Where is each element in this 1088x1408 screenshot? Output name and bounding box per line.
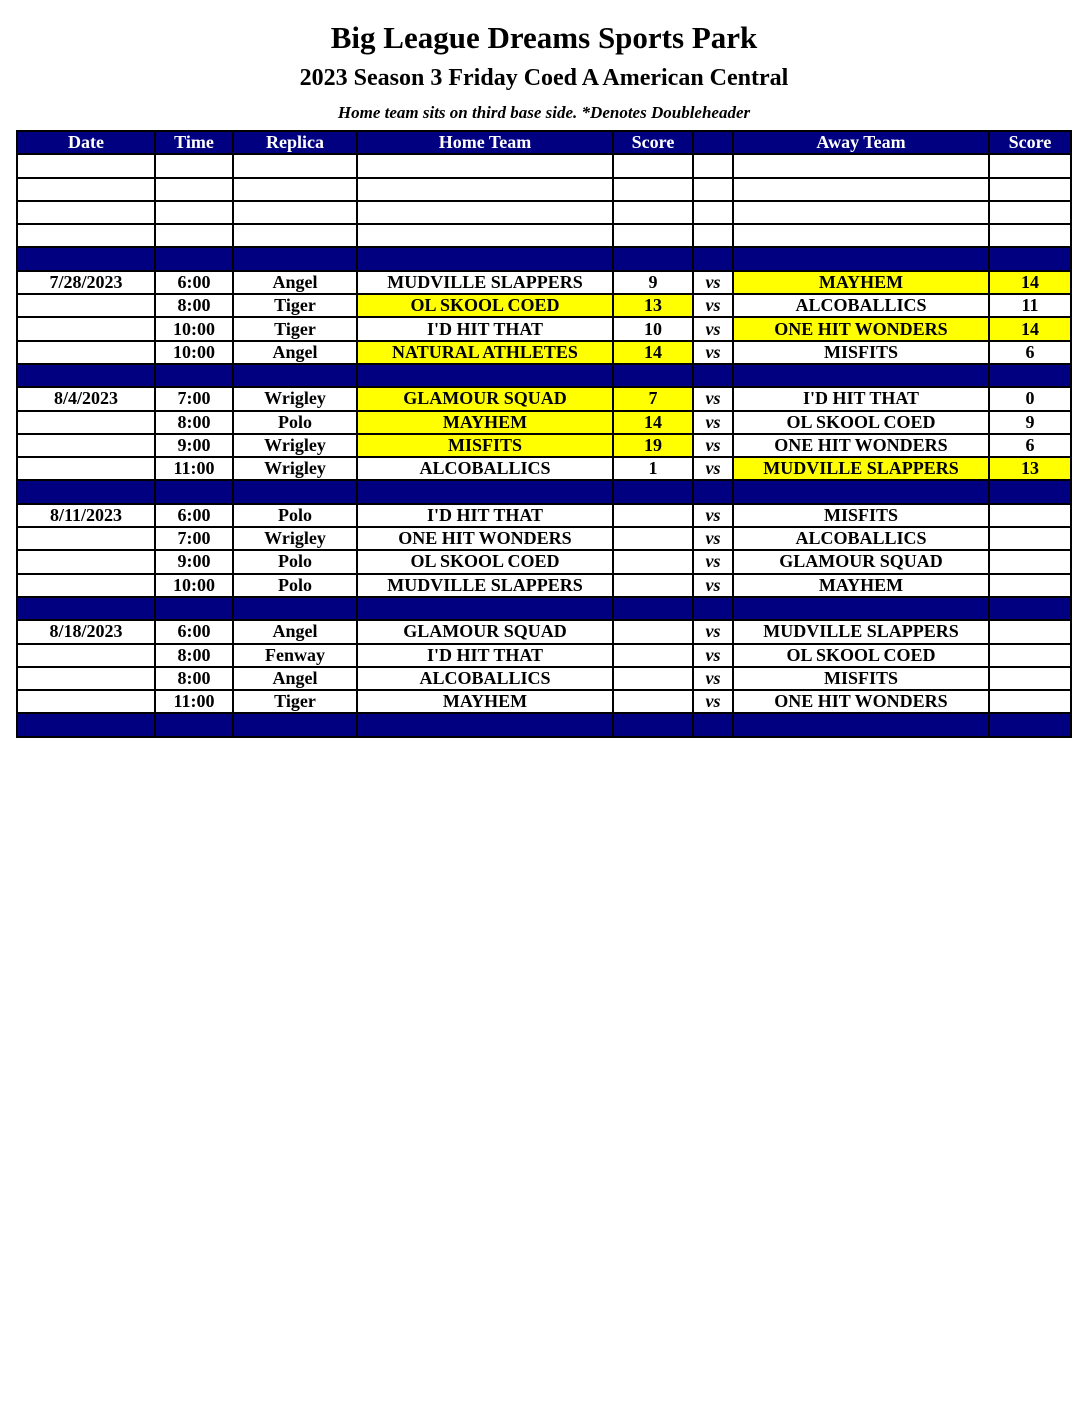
home-team-cell: MAYHEM bbox=[357, 411, 613, 434]
time-cell: 10:00 bbox=[155, 574, 233, 597]
date-cell bbox=[17, 411, 155, 434]
vs-cell: vs bbox=[693, 667, 733, 690]
date-cell bbox=[17, 644, 155, 667]
away-team-cell bbox=[733, 224, 989, 247]
game-row bbox=[17, 504, 1071, 527]
replica-cell: Polo bbox=[233, 574, 357, 597]
replica-cell: Wrigley bbox=[233, 457, 357, 480]
page-title: Big League Dreams Sports Park bbox=[330, 20, 758, 55]
away-score-cell bbox=[989, 364, 1071, 387]
game-row bbox=[17, 271, 1071, 294]
vs-cell: vs bbox=[693, 550, 733, 573]
vs-cell: vs bbox=[693, 574, 733, 597]
away-score-cell bbox=[989, 550, 1071, 573]
home-team-cell bbox=[357, 178, 613, 201]
date-cell bbox=[17, 178, 155, 201]
date-cell bbox=[17, 154, 155, 177]
vs-cell bbox=[693, 178, 733, 201]
home-team-cell: MISFITS bbox=[357, 434, 613, 457]
replica-cell bbox=[233, 224, 357, 247]
home-team-cell: NATURAL ATHLETES bbox=[357, 341, 613, 364]
time-cell: 7:00 bbox=[155, 387, 233, 410]
home-score-cell bbox=[613, 480, 693, 503]
game-row bbox=[17, 527, 1071, 550]
away-score-cell: 6 bbox=[989, 341, 1071, 364]
time-cell: 9:00 bbox=[155, 434, 233, 457]
game-row bbox=[17, 574, 1071, 597]
away-score-cell bbox=[989, 480, 1071, 503]
vs-cell bbox=[693, 480, 733, 503]
home-team-cell: ALCOBALLICS bbox=[357, 667, 613, 690]
away-score-cell bbox=[989, 247, 1071, 270]
away-team-cell: MUDVILLE SLAPPERS bbox=[733, 457, 989, 480]
replica-cell: Angel bbox=[233, 667, 357, 690]
home-team-cell: I'D HIT THAT bbox=[357, 644, 613, 667]
replica-cell: Polo bbox=[233, 550, 357, 573]
game-row bbox=[17, 341, 1071, 364]
replica-cell bbox=[233, 247, 357, 270]
vs-cell bbox=[693, 201, 733, 224]
home-score-cell bbox=[613, 504, 693, 527]
home-score-cell bbox=[613, 620, 693, 643]
schedule-table bbox=[16, 130, 1072, 738]
home-score-cell: 19 bbox=[613, 434, 693, 457]
page-note: Home team sits on third base side. *Denotes Doubleheader bbox=[337, 103, 751, 122]
empty-row bbox=[17, 154, 1071, 177]
replica-cell: Angel bbox=[233, 341, 357, 364]
home-team-cell bbox=[357, 480, 613, 503]
away-score-cell bbox=[989, 597, 1071, 620]
home-score-cell bbox=[613, 713, 693, 736]
away-team-cell: MAYHEM bbox=[733, 574, 989, 597]
away-score-cell bbox=[989, 201, 1071, 224]
vs-cell: vs bbox=[693, 457, 733, 480]
date-cell bbox=[17, 690, 155, 713]
page-subtitle: 2023 Season 3 Friday Coed A American Central bbox=[299, 65, 789, 91]
away-team-cell: I'D HIT THAT bbox=[733, 387, 989, 410]
away-team-cell: MISFITS bbox=[733, 504, 989, 527]
game-row bbox=[17, 411, 1071, 434]
header-away-score: Score bbox=[989, 131, 1071, 154]
replica-cell: Wrigley bbox=[233, 434, 357, 457]
time-cell bbox=[155, 364, 233, 387]
week-separator-row bbox=[17, 480, 1071, 503]
home-score-cell bbox=[613, 667, 693, 690]
vs-cell: vs bbox=[693, 411, 733, 434]
date-cell: 8/11/2023 bbox=[17, 504, 155, 527]
away-team-cell: MISFITS bbox=[733, 341, 989, 364]
vs-cell bbox=[693, 364, 733, 387]
replica-cell: Wrigley bbox=[233, 527, 357, 550]
home-score-cell bbox=[613, 527, 693, 550]
header-vs bbox=[693, 131, 733, 154]
empty-row bbox=[17, 224, 1071, 247]
home-team-cell bbox=[357, 713, 613, 736]
vs-cell: vs bbox=[693, 434, 733, 457]
time-cell: 11:00 bbox=[155, 690, 233, 713]
home-score-cell bbox=[613, 574, 693, 597]
home-team-cell bbox=[357, 201, 613, 224]
week-separator-row bbox=[17, 364, 1071, 387]
away-score-cell bbox=[989, 178, 1071, 201]
vs-cell: vs bbox=[693, 271, 733, 294]
home-score-cell: 14 bbox=[613, 411, 693, 434]
home-team-cell: GLAMOUR SQUAD bbox=[357, 387, 613, 410]
date-cell: 7/28/2023 bbox=[17, 271, 155, 294]
home-score-cell bbox=[613, 247, 693, 270]
header-home-team: Home Team bbox=[357, 131, 613, 154]
header-home-score: Score bbox=[613, 131, 693, 154]
home-team-cell: ALCOBALLICS bbox=[357, 457, 613, 480]
home-score-cell bbox=[613, 201, 693, 224]
game-row bbox=[17, 644, 1071, 667]
home-score-cell: 13 bbox=[613, 294, 693, 317]
replica-cell: Tiger bbox=[233, 317, 357, 340]
time-cell: 8:00 bbox=[155, 644, 233, 667]
time-cell bbox=[155, 480, 233, 503]
week-separator-row bbox=[17, 247, 1071, 270]
away-score-cell: 0 bbox=[989, 387, 1071, 410]
vs-cell: vs bbox=[693, 341, 733, 364]
home-team-cell bbox=[357, 364, 613, 387]
home-score-cell bbox=[613, 644, 693, 667]
replica-cell bbox=[233, 154, 357, 177]
away-score-cell bbox=[989, 713, 1071, 736]
home-score-cell bbox=[613, 154, 693, 177]
vs-cell: vs bbox=[693, 644, 733, 667]
date-cell bbox=[17, 294, 155, 317]
date-cell bbox=[17, 224, 155, 247]
time-cell: 11:00 bbox=[155, 457, 233, 480]
date-cell bbox=[17, 550, 155, 573]
vs-cell bbox=[693, 154, 733, 177]
date-cell bbox=[17, 434, 155, 457]
vs-cell: vs bbox=[693, 294, 733, 317]
time-cell bbox=[155, 247, 233, 270]
vs-cell bbox=[693, 597, 733, 620]
time-cell: 7:00 bbox=[155, 527, 233, 550]
vs-cell: vs bbox=[693, 387, 733, 410]
vs-cell bbox=[693, 713, 733, 736]
home-score-cell bbox=[613, 690, 693, 713]
replica-cell: Angel bbox=[233, 620, 357, 643]
time-cell: 8:00 bbox=[155, 411, 233, 434]
away-score-cell bbox=[989, 644, 1071, 667]
vs-cell: vs bbox=[693, 690, 733, 713]
away-team-cell: OL SKOOL COED bbox=[733, 644, 989, 667]
away-score-cell bbox=[989, 224, 1071, 247]
away-score-cell bbox=[989, 620, 1071, 643]
time-cell bbox=[155, 597, 233, 620]
time-cell bbox=[155, 713, 233, 736]
table-header-row bbox=[17, 131, 1071, 154]
replica-cell: Tiger bbox=[233, 690, 357, 713]
away-score-cell bbox=[989, 690, 1071, 713]
empty-row bbox=[17, 201, 1071, 224]
home-score-cell bbox=[613, 224, 693, 247]
game-row bbox=[17, 690, 1071, 713]
game-row bbox=[17, 434, 1071, 457]
vs-cell: vs bbox=[693, 527, 733, 550]
date-cell bbox=[17, 713, 155, 736]
replica-cell: Tiger bbox=[233, 294, 357, 317]
date-cell bbox=[17, 457, 155, 480]
home-team-cell: I'D HIT THAT bbox=[357, 504, 613, 527]
time-cell: 6:00 bbox=[155, 620, 233, 643]
replica-cell bbox=[233, 480, 357, 503]
away-team-cell bbox=[733, 247, 989, 270]
home-score-cell bbox=[613, 597, 693, 620]
vs-cell: vs bbox=[693, 620, 733, 643]
replica-cell bbox=[233, 201, 357, 224]
replica-cell bbox=[233, 364, 357, 387]
date-cell bbox=[17, 667, 155, 690]
away-score-cell: 6 bbox=[989, 434, 1071, 457]
home-team-cell: MUDVILLE SLAPPERS bbox=[357, 271, 613, 294]
home-score-cell bbox=[613, 364, 693, 387]
date-cell bbox=[17, 317, 155, 340]
replica-cell: Polo bbox=[233, 411, 357, 434]
week-separator-row bbox=[17, 713, 1071, 736]
game-row bbox=[17, 667, 1071, 690]
away-team-cell bbox=[733, 178, 989, 201]
replica-cell: Polo bbox=[233, 504, 357, 527]
away-team-cell: ONE HIT WONDERS bbox=[733, 317, 989, 340]
time-cell bbox=[155, 154, 233, 177]
game-row bbox=[17, 387, 1071, 410]
replica-cell bbox=[233, 597, 357, 620]
home-team-cell: I'D HIT THAT bbox=[357, 317, 613, 340]
replica-cell: Wrigley bbox=[233, 387, 357, 410]
header-time: Time bbox=[155, 131, 233, 154]
home-team-cell bbox=[357, 154, 613, 177]
away-score-cell bbox=[989, 574, 1071, 597]
date-cell bbox=[17, 574, 155, 597]
header-date: Date bbox=[17, 131, 155, 154]
away-score-cell bbox=[989, 154, 1071, 177]
away-team-cell: ALCOBALLICS bbox=[733, 527, 989, 550]
away-team-cell bbox=[733, 597, 989, 620]
away-team-cell: OL SKOOL COED bbox=[733, 411, 989, 434]
home-score-cell: 7 bbox=[613, 387, 693, 410]
game-row bbox=[17, 620, 1071, 643]
home-team-cell: MUDVILLE SLAPPERS bbox=[357, 574, 613, 597]
away-team-cell bbox=[733, 201, 989, 224]
replica-cell: Fenway bbox=[233, 644, 357, 667]
time-cell: 6:00 bbox=[155, 504, 233, 527]
date-cell bbox=[17, 364, 155, 387]
empty-row bbox=[17, 178, 1071, 201]
header-away-team: Away Team bbox=[733, 131, 989, 154]
home-team-cell: OL SKOOL COED bbox=[357, 550, 613, 573]
away-score-cell: 9 bbox=[989, 411, 1071, 434]
home-team-cell: OL SKOOL COED bbox=[357, 294, 613, 317]
vs-cell: vs bbox=[693, 504, 733, 527]
home-team-cell: GLAMOUR SQUAD bbox=[357, 620, 613, 643]
home-score-cell: 10 bbox=[613, 317, 693, 340]
away-score-cell: 14 bbox=[989, 317, 1071, 340]
vs-cell bbox=[693, 247, 733, 270]
away-score-cell bbox=[989, 667, 1071, 690]
replica-cell bbox=[233, 178, 357, 201]
vs-cell: vs bbox=[693, 317, 733, 340]
time-cell bbox=[155, 201, 233, 224]
away-team-cell: MISFITS bbox=[733, 667, 989, 690]
date-cell bbox=[17, 527, 155, 550]
date-cell bbox=[17, 247, 155, 270]
away-score-cell bbox=[989, 527, 1071, 550]
week-separator-row bbox=[17, 597, 1071, 620]
time-cell bbox=[155, 224, 233, 247]
home-team-cell bbox=[357, 597, 613, 620]
time-cell: 8:00 bbox=[155, 294, 233, 317]
away-team-cell bbox=[733, 480, 989, 503]
time-cell: 6:00 bbox=[155, 271, 233, 294]
home-score-cell: 14 bbox=[613, 341, 693, 364]
date-cell: 8/18/2023 bbox=[17, 620, 155, 643]
away-team-cell bbox=[733, 364, 989, 387]
away-score-cell bbox=[989, 504, 1071, 527]
away-team-cell bbox=[733, 154, 989, 177]
date-cell bbox=[17, 341, 155, 364]
time-cell: 10:00 bbox=[155, 341, 233, 364]
header-replica: Replica bbox=[233, 131, 357, 154]
away-score-cell: 13 bbox=[989, 457, 1071, 480]
home-team-cell: ONE HIT WONDERS bbox=[357, 527, 613, 550]
home-score-cell: 1 bbox=[613, 457, 693, 480]
home-team-cell bbox=[357, 224, 613, 247]
game-row bbox=[17, 294, 1071, 317]
home-team-cell: MAYHEM bbox=[357, 690, 613, 713]
away-score-cell: 11 bbox=[989, 294, 1071, 317]
date-cell: 8/4/2023 bbox=[17, 387, 155, 410]
date-cell bbox=[17, 480, 155, 503]
time-cell: 10:00 bbox=[155, 317, 233, 340]
home-score-cell bbox=[613, 178, 693, 201]
game-row bbox=[17, 457, 1071, 480]
date-cell bbox=[17, 201, 155, 224]
game-row bbox=[17, 317, 1071, 340]
schedule-body bbox=[17, 154, 1071, 736]
game-row bbox=[17, 550, 1071, 573]
home-score-cell: 9 bbox=[613, 271, 693, 294]
time-cell: 8:00 bbox=[155, 667, 233, 690]
away-team-cell bbox=[733, 713, 989, 736]
replica-cell bbox=[233, 713, 357, 736]
away-team-cell: ONE HIT WONDERS bbox=[733, 434, 989, 457]
date-cell bbox=[17, 597, 155, 620]
vs-cell bbox=[693, 224, 733, 247]
away-team-cell: ALCOBALLICS bbox=[733, 294, 989, 317]
away-team-cell: ONE HIT WONDERS bbox=[733, 690, 989, 713]
time-cell: 9:00 bbox=[155, 550, 233, 573]
away-team-cell: MAYHEM bbox=[733, 271, 989, 294]
replica-cell: Angel bbox=[233, 271, 357, 294]
time-cell bbox=[155, 178, 233, 201]
home-team-cell bbox=[357, 247, 613, 270]
away-team-cell: GLAMOUR SQUAD bbox=[733, 550, 989, 573]
home-score-cell bbox=[613, 550, 693, 573]
away-team-cell: MUDVILLE SLAPPERS bbox=[733, 620, 989, 643]
away-score-cell: 14 bbox=[989, 271, 1071, 294]
